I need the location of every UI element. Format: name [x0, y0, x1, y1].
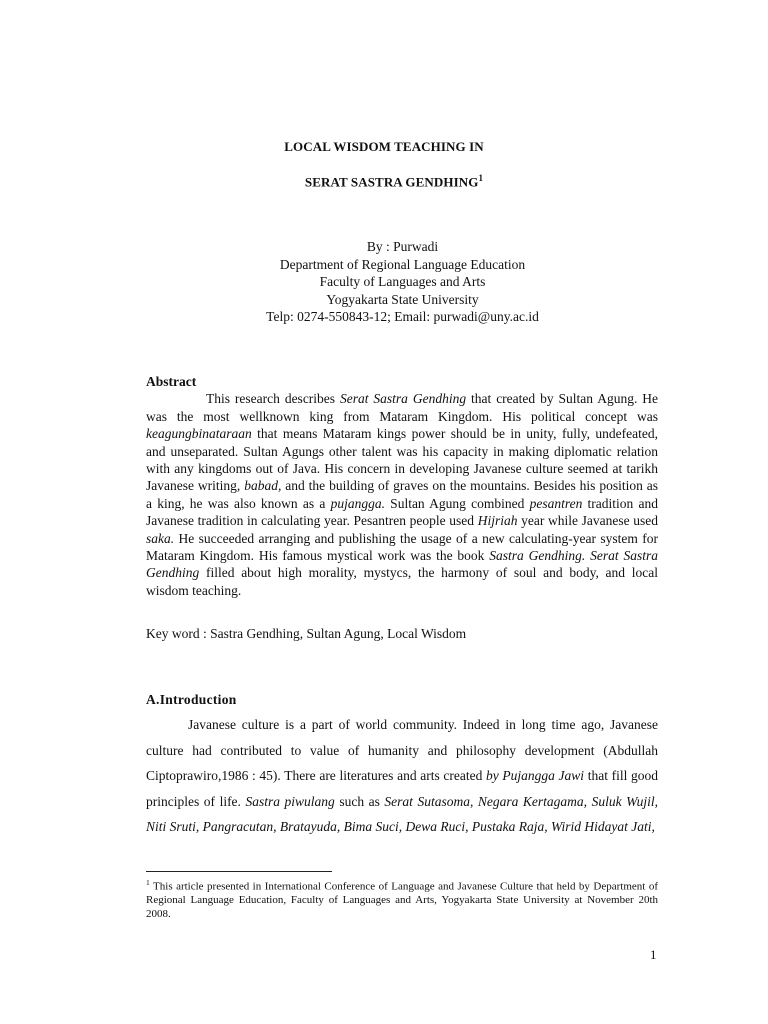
footnote-text: This article presented in International Conference of Language and Javanese Culture that held by Department of Regional Language Education, Faculty of Languages and Arts, Yogyakarta State University at November 20th 2008.: [146, 880, 658, 920]
title-text-2: SERAT SASTRA GENDHING: [304, 174, 479, 190]
author-name: By : Purwadi: [366, 239, 439, 254]
keyword-line: Key word : Sastra Gendhing, Sultan Agung, Local Wisdom: [146, 626, 467, 641]
author-university: Yogyakarta State University: [326, 291, 479, 307]
author-department: Department of Regional Language Education: [279, 256, 526, 272]
section-heading-introduction: A.Introduction: [146, 692, 237, 707]
introduction-paragraph: Javanese culture is a part of world community. Indeed in long time ago, Javanese culture had contributed to value of humanity and philosophy development (Abdullah Ciptoprawiro,1986 : 45). There are literatures and arts created by Pujangga Jawi that fill good principles of life. Sastra piwulang such as Serat Sutasoma, Negara Kertagama, Suluk Wujil, Niti Sruti, Pangracutan, Bratayuda, Bima Suci, Dewa Ruci, Pustaka Raja, Wirid Hidayat Jati,: [146, 717, 659, 835]
title-footnote-marker[interactable]: 1: [478, 173, 484, 183]
page-number: 1: [650, 947, 657, 962]
abstract-heading: Abstract: [146, 374, 197, 389]
author-faculty: Faculty of Languages and Arts: [319, 274, 486, 289]
footnote-marker: 1: [146, 878, 150, 887]
abstract-paragraph: This research describes Serat Sastra Gendhing that created by Sultan Agung. He was the most wellknown king from Mataram Kingdom. His political concept was keagungbinataraan that means Mataram kings power should be in unity, fully, undefeated, and unseparated. Sultan Agungs other talent was his capacity in making diplomatic relation with any kingdoms out of Java. His concern in developing Javanese culture seemed at tarikh Javanese writing, babad, and the building of graves on the mountains. Besides his position as a king, he was also known as a pujangga. Sultan Agung combined pesantren tradition and Javanese tradition in calculating year. Pesantren people used Hijriah year while Javanese used saka. He succeeded arranging and publishing the usage of a new calculating-year system for Mataram Kingdom. His famous mystical work was the book Sastra Gendhing. Serat Sastra Gendhing filled about high morality, mystycs, the harmony of soul and body, and local wisdom teaching.: [146, 391, 659, 598]
author-block: [0, 238, 768, 326]
abstract-section: [146, 373, 658, 599]
introduction-section: [146, 712, 658, 840]
title-text-1: LOCAL WISDOM TEACHING IN: [284, 139, 484, 154]
title-line-1: [0, 139, 768, 155]
author-contact: Telp: 0274-550843-12; Email: purwadi@uny.ac.id: [266, 309, 539, 324]
footnote-divider: [146, 871, 332, 872]
title-line-2: [10, 173, 768, 190]
footnote: [146, 876, 658, 921]
